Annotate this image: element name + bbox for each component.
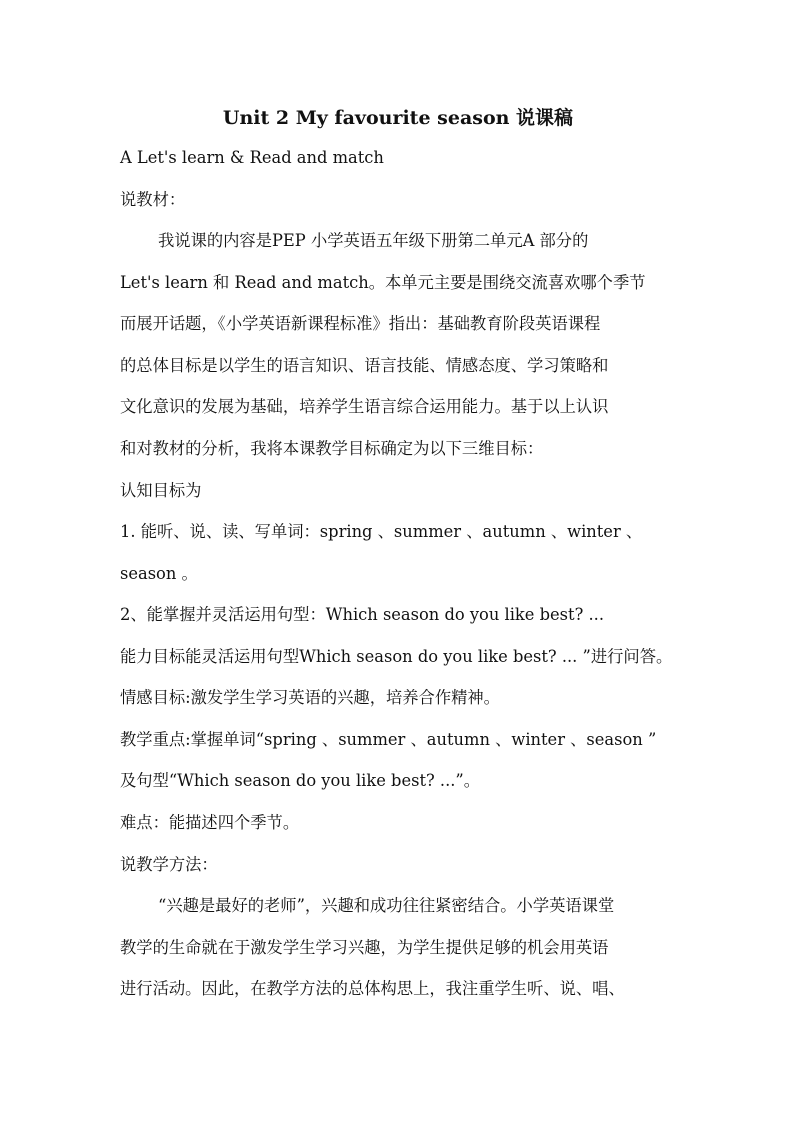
paragraph-line: “兴趣是最好的老师”，兴趣和成功往往紧密结合。小学英语课堂 bbox=[158, 896, 615, 915]
list-item: 1. 能听、说、读、写单词：spring 、summer 、autumn 、winter 、 bbox=[120, 522, 643, 541]
paragraph-line: Let's learn 和 Read and match。本单元主要是围绕交流喜欢哪个季节 bbox=[120, 273, 646, 292]
section-heading-cognitive-goals: 认知目标为 bbox=[120, 481, 202, 500]
paragraph-line: 和对教材的分析，我将本课教学目标确定为以下三维目标： bbox=[120, 439, 544, 458]
section-heading-materials: 说教材： bbox=[120, 190, 186, 209]
document-title: Unit 2 My favourite season 说课稿 bbox=[222, 107, 574, 129]
list-item-continuation: season 。 bbox=[120, 564, 198, 583]
section-heading-methods: 说教学方法： bbox=[120, 855, 218, 874]
section-heading-lesson: A Let's learn & Read and match bbox=[120, 148, 384, 167]
paragraph-line: 文化意识的发展为基础，培养学生语言综合运用能力。基于以上认识 bbox=[120, 397, 609, 416]
list-item: 2、能掌握并灵活运用句型：Which season do you like best? ... bbox=[120, 605, 604, 624]
paragraph-line: 难点：能描述四个季节。 bbox=[120, 813, 300, 832]
paragraph-line: 教学的生命就在于激发学生学习兴趣，为学生提供足够的机会用英语 bbox=[120, 938, 609, 957]
paragraph-line: 及句型“Which season do you like best? ...”。 bbox=[120, 771, 481, 790]
paragraph-line: 进行活动。因此，在教学方法的总体构思上，我注重学生听、说、唱、 bbox=[120, 979, 625, 998]
paragraph-line: 情感目标:激发学生学习英语的兴趣，培养合作精神。 bbox=[120, 688, 500, 707]
paragraph-line: 而展开话题，《小学英语新课程标准》指出：基础教育阶段英语课程 bbox=[120, 314, 601, 333]
paragraph-line: 的总体目标是以学生的语言知识、语言技能、情感态度、学习策略和 bbox=[120, 356, 609, 375]
paragraph-line: 能力目标能灵活运用句型Which season do you like best? ... ”进行问答。 bbox=[120, 647, 673, 666]
paragraph-line: 教学重点:掌握单词“spring 、summer 、autumn 、winter 、season ” bbox=[120, 730, 657, 749]
paragraph-line: 我说课的内容是PEP 小学英语五年级下册第二单元A 部分的 bbox=[158, 231, 589, 250]
